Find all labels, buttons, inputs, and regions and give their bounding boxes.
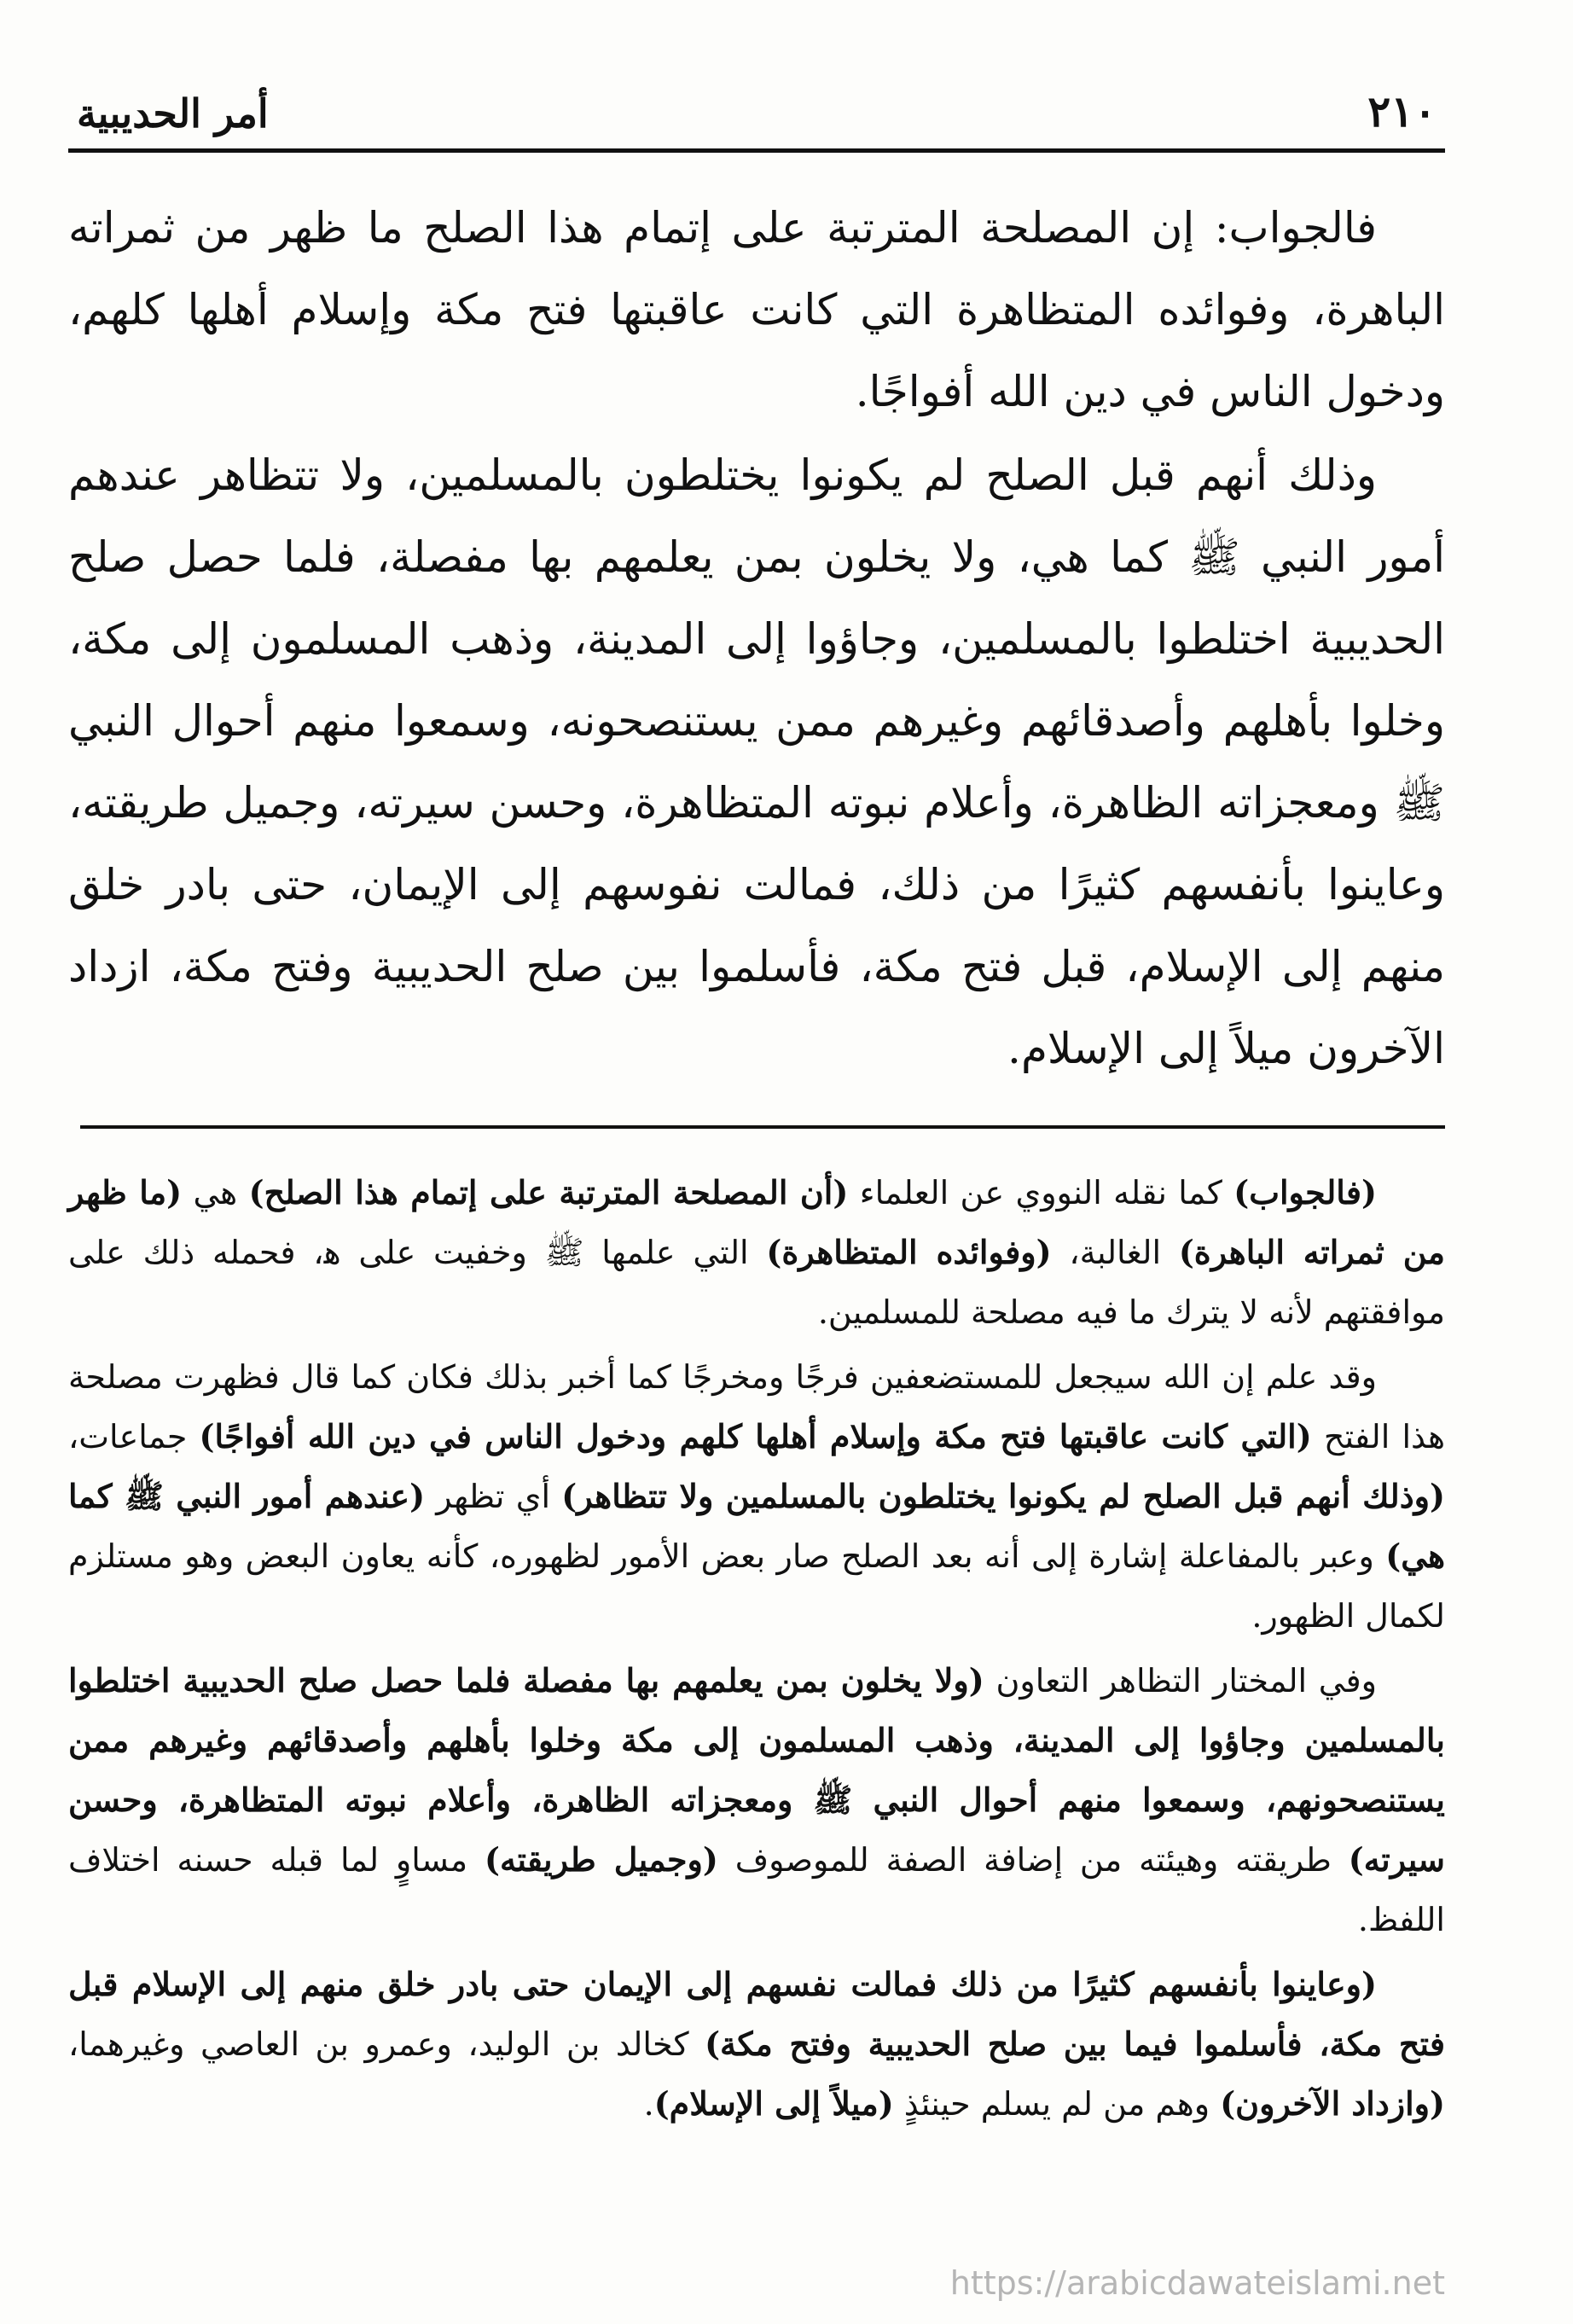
commentary-paragraph — [68, 1651, 1445, 1949]
commentary-text: طريقته وهيئته من إضافة الصفة للموصوف — [717, 1841, 1349, 1879]
commentary-text: أي تظهر — [425, 1478, 562, 1515]
commentary-text: كخالد بن الوليد، وعمرو بن العاصي وغيرهما، — [68, 2025, 705, 2063]
commentary-paragraph — [68, 1347, 1445, 1646]
commentary-paragraph — [68, 1163, 1445, 1342]
commentary-text: كما نقله النووي عن العلماء — [848, 1174, 1234, 1211]
quoted-text: (ميلاً إلى الإسلام) — [653, 2084, 894, 2123]
commentary-text: وهم من لم يسلم حينئذٍ — [893, 2085, 1221, 2123]
quoted-text: (أن المصلحة المترتبة على إتمام هذا الصلح) — [248, 1173, 849, 1211]
quoted-text: (وجميل طريقته) — [484, 1840, 718, 1879]
main-paragraph: وذلك أنهم قبل الصلح لم يكونوا يختلطون بالمسلمين، ولا تتظاهر عندهم أمور النبي ﷺ كما هي، ولا يخلون بمن يعلمهم بها مفصلة، فلما حصل صلح الحديبية اختلطوا بالمسلمين، وجاؤوا إلى المدينة، وذهب المسلمون إلى مكة، وخلوا بأهلهم وأصدقائهم وغيرهم ممن يستنصحونه، وسمعوا منهم أحوال النبي ﷺ ومعجزاته الظاهرة، وأعلام نبوته المتظاهرة، وحسن سيرته، وجميل طريقته، وعاينوا بأنفسهم كثيرًا من ذلك، فمالت نفوسهم إلى الإيمان، حتى بادر خلق منهم إلى الإسلام، قبل فتح مكة، فأسلموا بين صلح الحديبية وفتح مكة، ازداد الآخرون ميلاً إلى الإسلام. — [68, 450, 1445, 1073]
footnote-separator — [80, 1125, 1445, 1129]
page-number: ٢١٠ — [1367, 86, 1437, 137]
header-rule — [68, 148, 1445, 153]
commentary-text: . — [643, 2085, 654, 2123]
commentary-text: الغالبة، — [1051, 1234, 1179, 1271]
main-paragraph: فالجواب: إن المصلحة المترتبة على إتمام هذا الصلح ما ظهر من ثمراته الباهرة، وفوائده المتظاهرة التي كانت عاقبتها فتح مكة وإسلام أهلها كلهم، ودخول الناس في دين الله أفواجًا. — [68, 203, 1445, 416]
commentary-text: وفي المختار التظاهر التعاون — [984, 1662, 1377, 1699]
commentary-paragraph — [68, 1955, 1445, 2134]
commentary-text: التي علمها ﷺ وخفيت على ﻫ، فحمله ذلك على موافقتهم لأنه لا يترك ما فيه مصلحة للمسلمين. — [68, 1234, 1445, 1331]
commentary-text: هي — [182, 1174, 249, 1211]
quoted-text: (وذلك أنهم قبل الصلح لم يكونوا يختلطون بالمسلمين ولا تتظاهر) — [561, 1477, 1445, 1515]
commentary-text: وقد علم إن الله سيجعل للمستضعفين فرجًا ومخرجًا كما أخبر بذلك فكان كما قال فظهرت مصلحة هذا الفتح — [68, 1358, 1446, 1455]
commentary-text: جماعات، — [68, 1418, 200, 1455]
commentary-text: وعبر بالمفاعلة إشارة إلى أنه بعد الصلح صار بعض الأمور لظهوره، كأنه يعاون البعض وهو مستلزم لكمال الظهور. — [68, 1537, 1445, 1635]
quoted-text: (وعاينوا بأنفسهم كثيرًا من ذلك فمالت نفسهم إلى الإيمان حتى بادر خلق منهم إلى الإسلام قبل فتح مكة، فأسلموا فيما بين صلح الحديبية وفتح مكة) — [68, 1965, 1445, 2063]
book-page — [68, 77, 1445, 2261]
quoted-text: (ولا يخلون بمن يعلمهم بها مفصلة فلما حصل صلح الحديبية اختلطوا بالمسلمين وجاؤوا إلى المدينة، وذهب المسلمون إلى مكة وخلوا بأهلهم وأصدقائهم وغيرهم ممن يستنصحونهم، وسمعوا منهم أحوال النبي ﷺ ومعجزاته الظاهرة، وأعلام نبوته المتظاهرة، وحسن سيرته) — [68, 1661, 1445, 1879]
running-title: أمر الحديبية — [77, 90, 269, 137]
quoted-text: (وفوائده المتظاهرة) — [766, 1233, 1052, 1271]
commentary — [68, 1163, 1445, 2134]
quoted-text: (التي كانت عاقبتها فتح مكة وإسلام أهلها كلهم ودخول الناس في دين الله أفواجًا) — [199, 1417, 1312, 1455]
quoted-text: (ما ظهر من ثمراته الباهرة) — [68, 1173, 1445, 1271]
watermark-url: https://arabicdawateislami.net — [949, 2264, 1445, 2302]
quoted-text: (فالجواب) — [1233, 1173, 1378, 1211]
commentary-text: مساوٍ لما قبله حسنه اختلاف اللفظ. — [68, 1841, 1445, 1938]
main-text — [68, 187, 1445, 1089]
running-header — [68, 77, 1445, 137]
quoted-text: (عندهم أمور النبي ﷺ كما هي) — [68, 1477, 1445, 1575]
quoted-text: (وازداد الآخرون) — [1220, 2084, 1445, 2123]
